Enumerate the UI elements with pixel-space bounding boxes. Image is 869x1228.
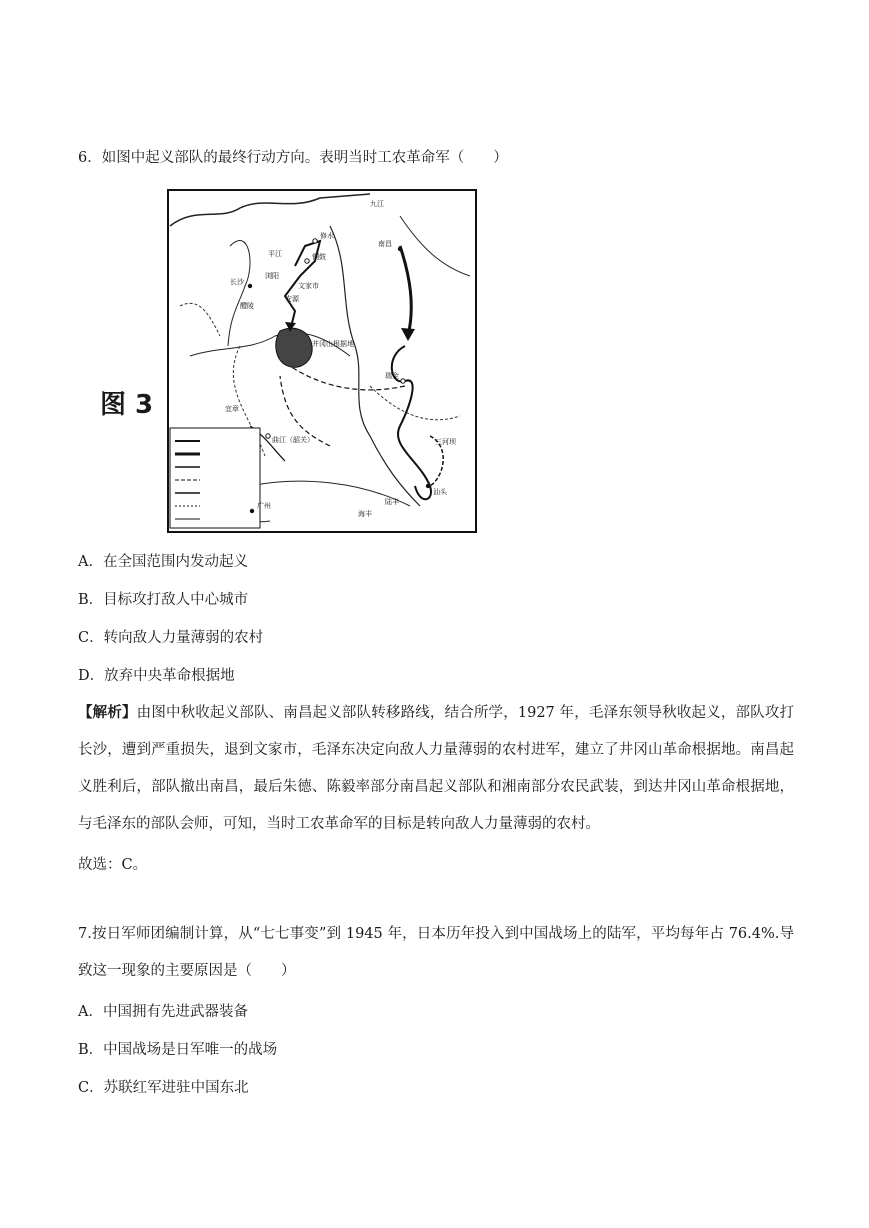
figure-label: 图 3: [100, 390, 154, 420]
map-label-anyuan: 安源: [285, 295, 299, 303]
map-label-liling: 醴陵: [240, 302, 254, 310]
map-label-sanheba: 三河坝: [435, 438, 456, 446]
q7-option-a[interactable]: A．中国拥有先进武器装备: [78, 1004, 248, 1020]
analysis-tag: 【解析】: [78, 704, 137, 721]
map-label-tonggu: 铜鼓: [312, 253, 326, 261]
map-label-wenjiashi: 文家市: [298, 282, 319, 290]
map-label-nanchang: 南昌: [378, 240, 392, 248]
analysis-text: 由图中秋收起义部队、南昌起义部队转移路线，结合所学，1927 年，毛泽东领导秋收起义，部队攻打长沙，遭到严重损失，退到文家市，毛泽东决定向敌人力量薄弱的农村进军，建立了井冈山革命根据地。南昌起义胜利后，部队撤出南昌，最后朱德、陈毅率部分南昌起义部队和湘南部分农民武装，到达井冈山革命根据地，与毛泽东的部队会师，可知，当时工农革命军的目标是转向敌人力量薄弱的农村。: [78, 705, 794, 832]
q6-option-a[interactable]: A．在全国范围内发动起义: [78, 554, 248, 570]
map-label-liuyang: 浏阳: [265, 272, 279, 280]
map-label-xiushui: 修水: [320, 232, 334, 240]
q7-option-b[interactable]: B．中国战场是日军唯一的战场: [78, 1042, 278, 1058]
map-label-guangzhou: 广州: [257, 502, 271, 510]
question-7-stem: 7.按日军师团编制计算，从“七七事变”到 1945 年，日本历年投入到中国战场上的陆军，平均每年占 76.4%.导致这一现象的主要原因是（ ）: [78, 926, 794, 979]
map-label-pingjiang: 平江: [268, 250, 282, 258]
q6-option-c[interactable]: C．转向敌人力量薄弱的农村: [78, 630, 264, 646]
map-label-ruijin: 瑞金: [385, 372, 399, 380]
map-label-jiujiang: 九江: [370, 200, 384, 208]
q7-option-c[interactable]: C．苏联红军进驻中国东北: [78, 1080, 249, 1096]
map-label-shaoguan: 曲江（韶关）: [272, 436, 314, 444]
map-label-jinggangshan: 井冈山根据地: [312, 340, 354, 348]
map-label-haifeng: 海丰: [358, 510, 372, 518]
q6-option-d[interactable]: D．放弃中央革命根据地: [78, 668, 235, 684]
route-map-figure: [100, 186, 480, 536]
q6-answer: 故选：C。: [78, 857, 148, 873]
q6-analysis: [78, 694, 794, 843]
map-label-lufeng: 陆丰: [385, 498, 399, 506]
map-label-shantou: 汕头: [433, 488, 447, 496]
map-label-changsha: 长沙: [230, 278, 244, 286]
question-6-stem: 6．如图中起义部队的最终行动方向。表明当时工农革命军（ ）: [78, 150, 508, 166]
map-label-yizhang: 宜章: [225, 405, 239, 413]
q6-option-b[interactable]: B．目标攻打敌人中心城市: [78, 592, 249, 608]
